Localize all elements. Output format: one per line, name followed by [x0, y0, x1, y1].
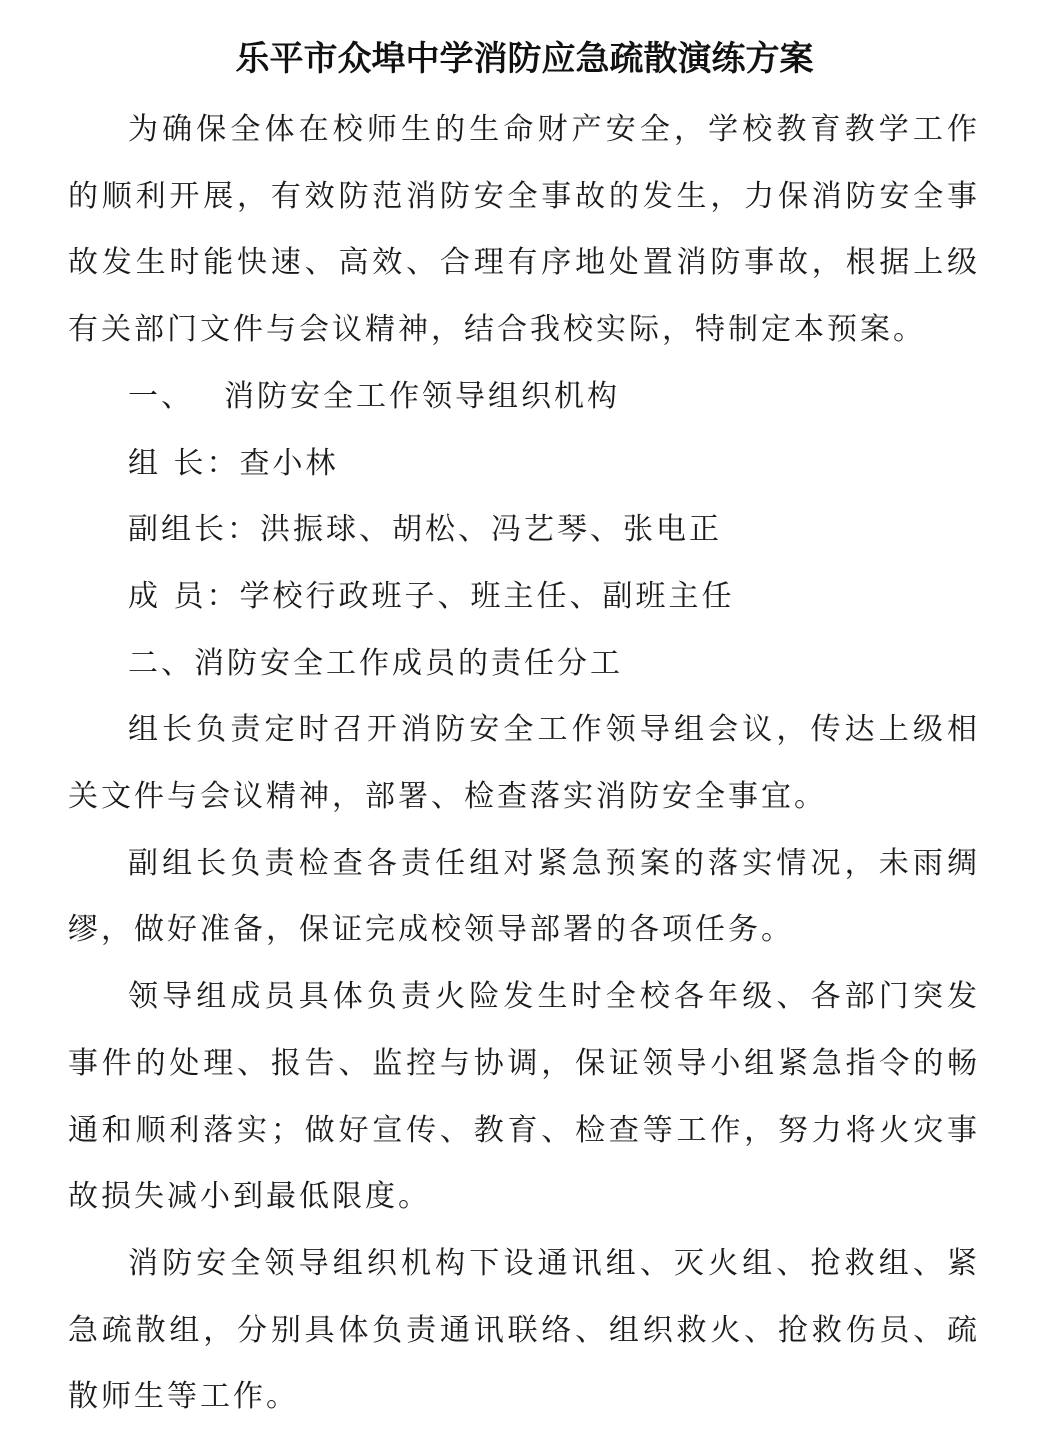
deputy-duty-paragraph: 副组长负责检查各责任组对紧急预案的落实情况，未雨绸缪，做好准备，保证完成校领导部署的各项任务。: [68, 845, 980, 948]
section-1-number: 一、: [128, 378, 194, 414]
groups-duty-paragraph: 消防安全领导组织机构下设通讯组、灭火组、抢救组、紧急疏散组，分别具体负责通讯联络、组织救火、抢救伤员、疏散师生等工作。: [68, 1245, 980, 1415]
leader-line: 组 长：查小林: [128, 445, 339, 481]
section-1-heading: [68, 364, 980, 431]
intro-paragraph: 为确保全体在校师生的生命财产安全，学校教育教学工作的顺利开展，有效防范消防安全事故的发生，力保消防安全事故发生时能快速、高效、合理有序地处置消防事故，根据上级有关部门文件与会议精神，结合我校实际，特制定本预案。: [68, 112, 980, 348]
section-1-title: 消防安全工作领导组织机构: [224, 378, 620, 414]
leader-duty-paragraph: 组长负责定时召开消防安全工作领导组会议，传达上级相关文件与会议精神，部署、检查落实消防安全事宜。: [68, 712, 980, 815]
section-2-heading: 二、消防安全工作成员的责任分工: [128, 645, 623, 681]
document-body: [68, 97, 980, 1431]
document-title: 乐平市众埠中学消防应急疏散演练方案: [235, 39, 814, 79]
deputy-leader-line: 副组长：洪振球、胡松、冯艺琴、张电正: [128, 512, 722, 548]
members-duty-paragraph: 领导组成员具体负责火险发生时全校各年级、各部门突发事件的处理、报告、监控与协调，保证领导小组紧急指令的畅通和顺利落实；做好宣传、教育、检查等工作，努力将火灾事故损失减小到最低限度。: [68, 979, 980, 1215]
members-line: 成 员：学校行政班子、班主任、副班主任: [128, 578, 735, 614]
